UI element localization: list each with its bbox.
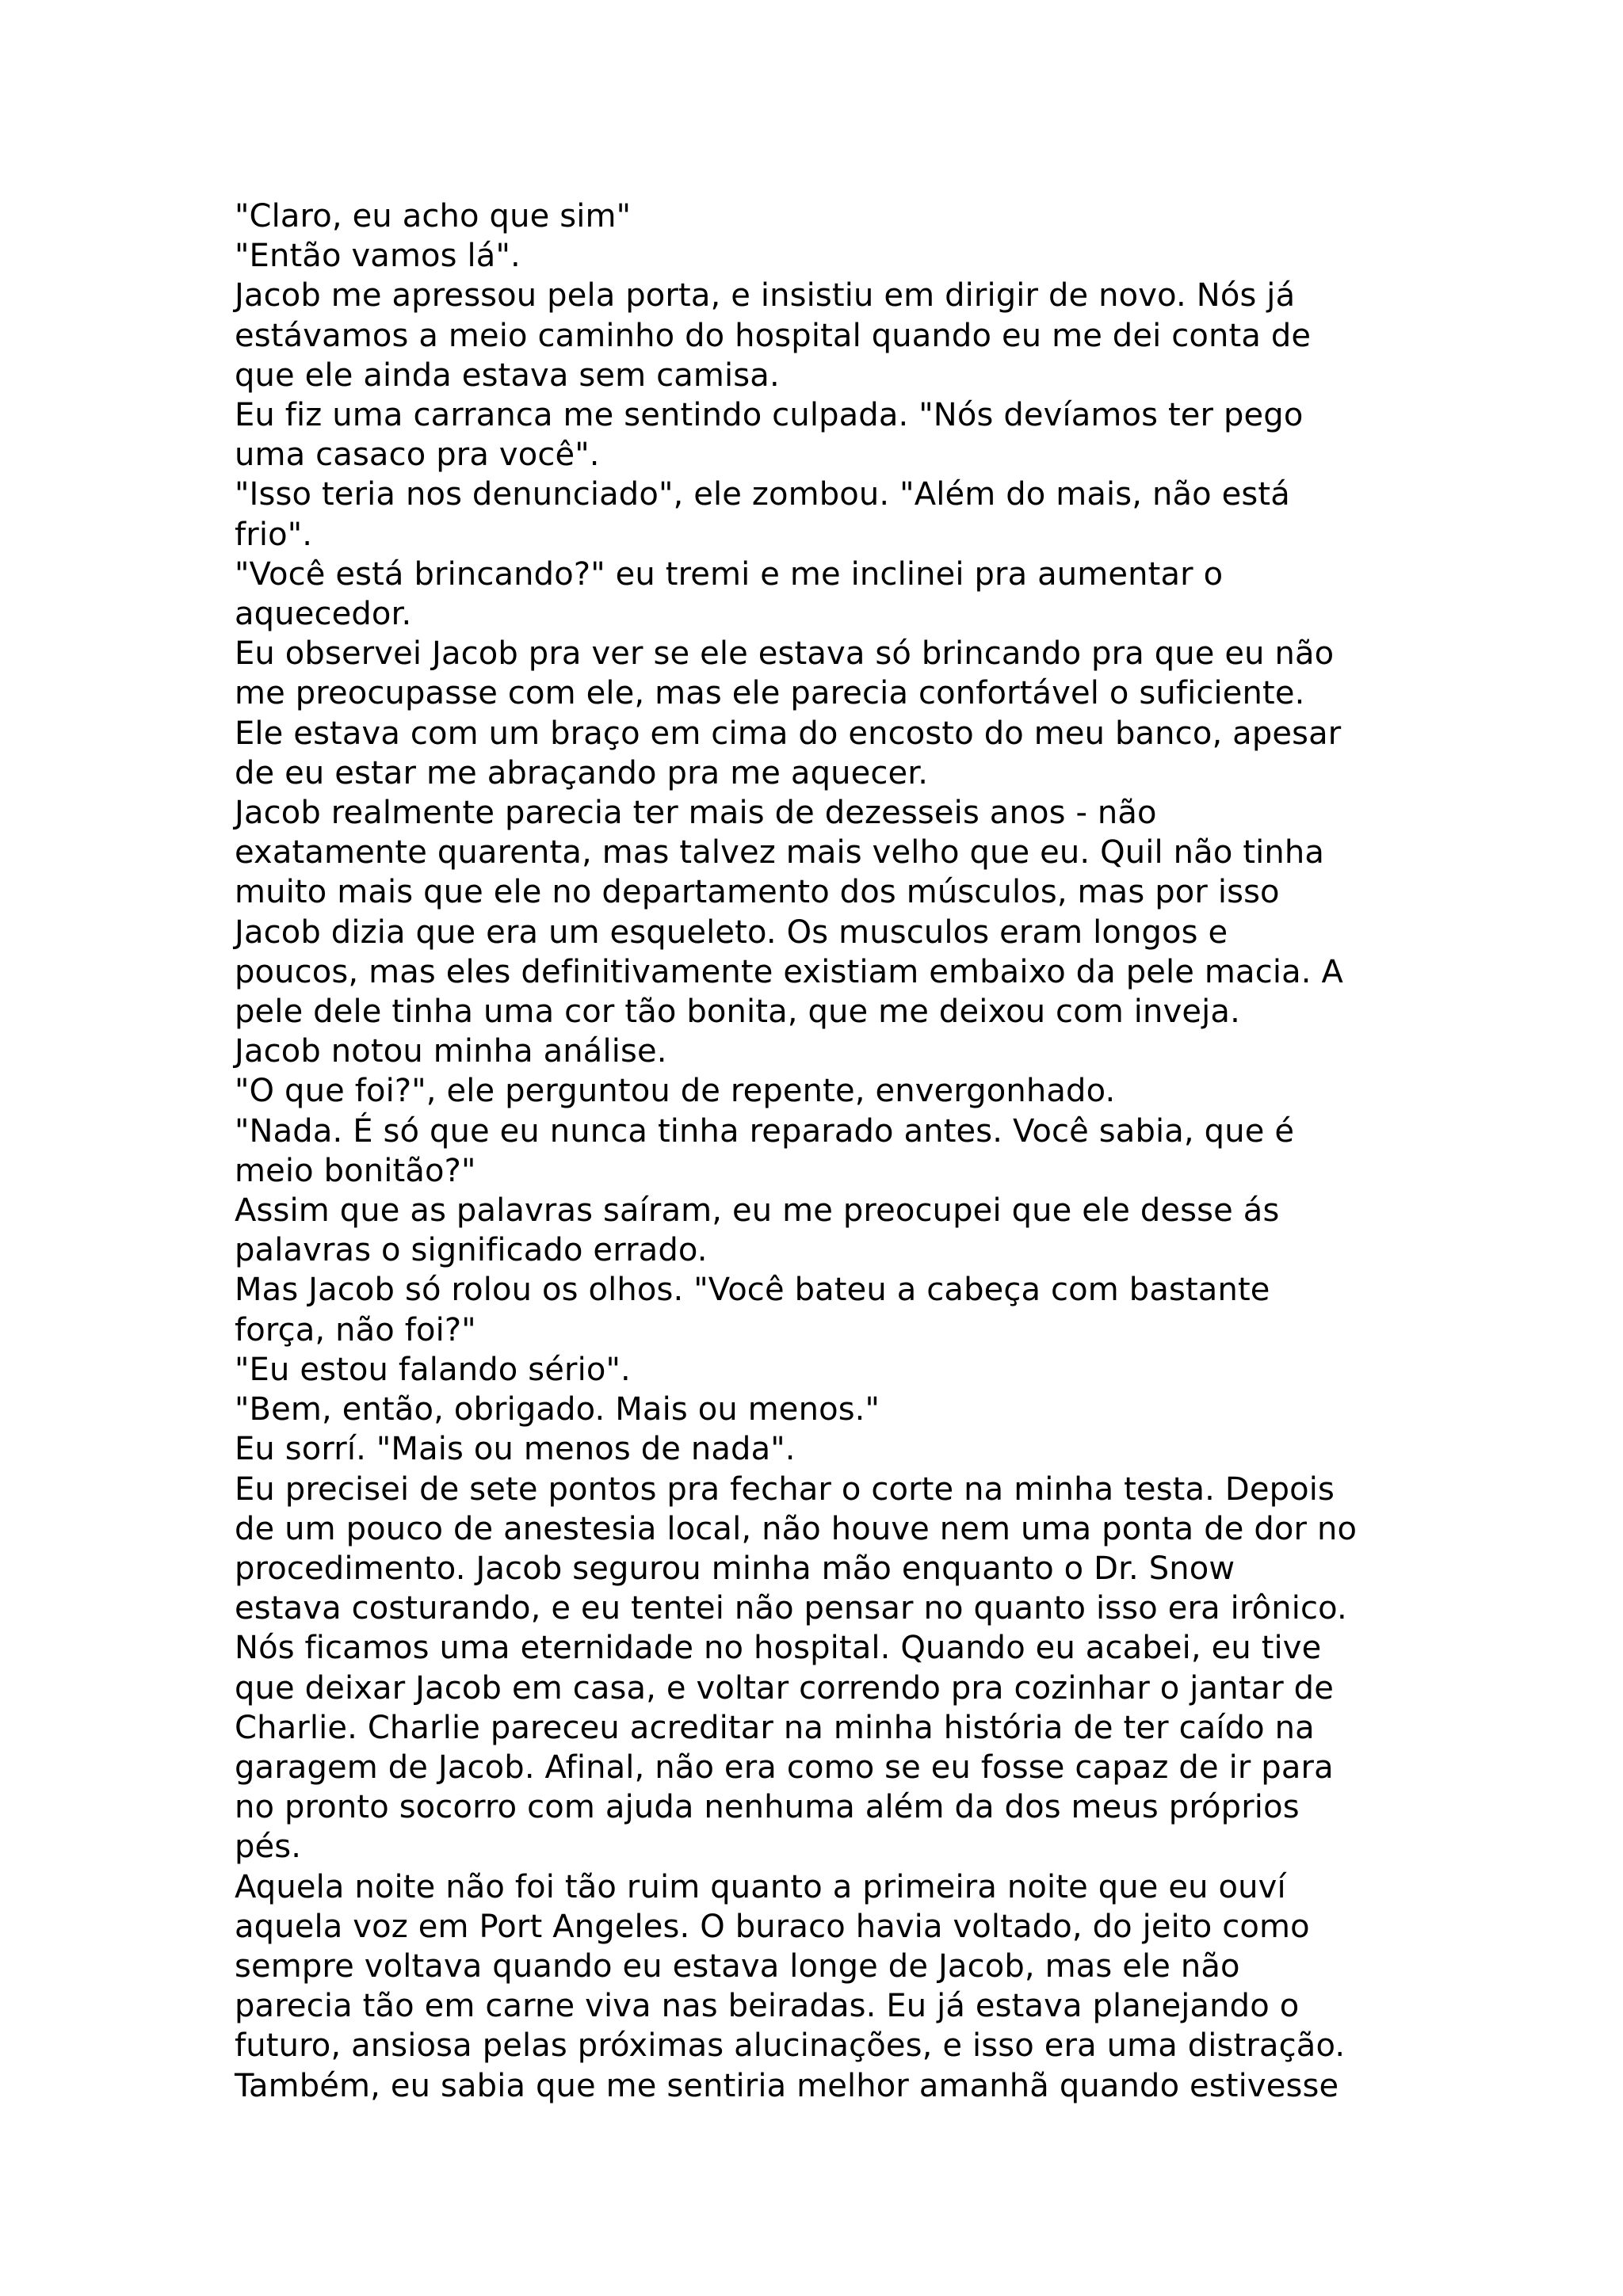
text-line: palavras o significado errado. [235, 1232, 708, 1269]
text-line: pés. [235, 1829, 302, 1866]
text-line: que ele ainda estava sem camisa. [235, 357, 780, 394]
text-line: Jacob dizia que era um esqueleto. Os musculos eram longos e [235, 913, 1228, 951]
text-line: procedimento. Jacob segurou minha mão enquanto o Dr. Snow [235, 1550, 1235, 1587]
text-line: Ele estava com um braço em cima do encosto do meu banco, apesar [235, 715, 1342, 752]
text-line: de eu estar me abraçando pra me aquecer. [235, 754, 929, 791]
text-line: meio bonitão?" [235, 1152, 476, 1189]
text-line: Jacob me apressou pela porta, e insistiu em dirigir de novo. Nós já [235, 277, 1296, 315]
text-line: estávamos a meio caminho do hospital quando eu me dei conta de [235, 317, 1312, 354]
text-line: frio". [235, 516, 313, 553]
text-line: de um pouco de anestesia local, não houve nem uma ponta de dor no [235, 1510, 1358, 1547]
text-line: "Eu estou falando sério". [235, 1351, 631, 1388]
text-line: exatamente quarenta, mas talvez mais velho que eu. Quil não tinha [235, 834, 1325, 871]
text-line: que deixar Jacob em casa, e voltar correndo pra cozinhar o jantar de [235, 1669, 1334, 1707]
text-line: Também, eu sabia que me sentiria melhor amanhã quando estivesse [235, 2067, 1339, 2104]
text-line: muito mais que ele no departamento dos músculos, mas por isso [235, 874, 1280, 911]
text-line: Mas Jacob só rolou os olhos. "Você bateu a cabeça com bastante [235, 1272, 1270, 1309]
text-line: estava costurando, e eu tentei não pensar no quanto isso era irônico. [235, 1590, 1347, 1627]
text-line: Eu sorrí. "Mais ou menos de nada". [235, 1431, 796, 1468]
text-line: "Bem, então, obrigado. Mais ou menos." [235, 1391, 880, 1428]
text-line: "Isso teria nos denunciado", ele zombou. "Além do mais, não está [235, 476, 1290, 513]
body-text [235, 196, 1407, 2106]
text-line: sempre voltava quando eu estava longe de Jacob, mas ele não [235, 1947, 1240, 1985]
text-line: Nós ficamos uma eternidade no hospital. Quando eu acabei, eu tive [235, 1630, 1322, 1667]
text-line: me preocupasse com ele, mas ele parecia confortável o suficiente. [235, 675, 1305, 712]
text-line: Aquela noite não foi tão ruim quanto a primeira noite que eu ouví [235, 1868, 1286, 1905]
text-line: força, não foi?" [235, 1311, 476, 1348]
text-line: Eu precisei de sete pontos pra fechar o corte na minha testa. Depois [235, 1470, 1335, 1508]
text-line: parecia tão em carne viva nas beiradas. Eu já estava planejando o [235, 1988, 1300, 2025]
text-line: Eu fiz uma carranca me sentindo culpada. "Nós devíamos ter pego [235, 397, 1304, 434]
text-line: Jacob notou minha análise. [235, 1033, 667, 1070]
text-line: "Então vamos lá". [235, 238, 521, 275]
text-line: Assim que as palavras saíram, eu me preocupei que ele desse ás [235, 1192, 1280, 1230]
text-line: "Você está brincando?" eu tremi e me inclinei pra aumentar o [235, 555, 1224, 593]
text-line: Charlie. Charlie pareceu acreditar na minha história de ter caído na [235, 1709, 1315, 1746]
text-line: Jacob realmente parecia ter mais de dezesseis anos - não [235, 795, 1157, 832]
text-line: aquecedor. [235, 596, 412, 633]
text-line: no pronto socorro com ajuda nenhuma além da dos meus próprios [235, 1789, 1300, 1826]
text-line: futuro, ansiosa pelas próximas alucinações, e isso era uma distração. [235, 2027, 1346, 2065]
text-line: "Claro, eu acho que sim" [235, 198, 632, 235]
text-line: Eu observei Jacob pra ver se ele estava só brincando pra que eu não [235, 635, 1335, 673]
text-line: uma casaco pra você". [235, 437, 600, 474]
text-line: garagem de Jacob. Afinal, não era como se eu fosse capaz de ir para [235, 1749, 1334, 1786]
text-line: aquela voz em Port Angeles. O buraco havia voltado, do jeito como [235, 1908, 1310, 1945]
text-line: poucos, mas eles definitivamente existiam embaixo da pele macia. A [235, 953, 1344, 990]
text-line: "Nada. É só que eu nunca tinha reparado antes. Você sabia, que é [235, 1112, 1295, 1150]
text-line: pele dele tinha uma cor tão bonita, que me deixou com inveja. [235, 994, 1240, 1031]
text-line: "O que foi?", ele perguntou de repente, envergonhado. [235, 1073, 1116, 1110]
